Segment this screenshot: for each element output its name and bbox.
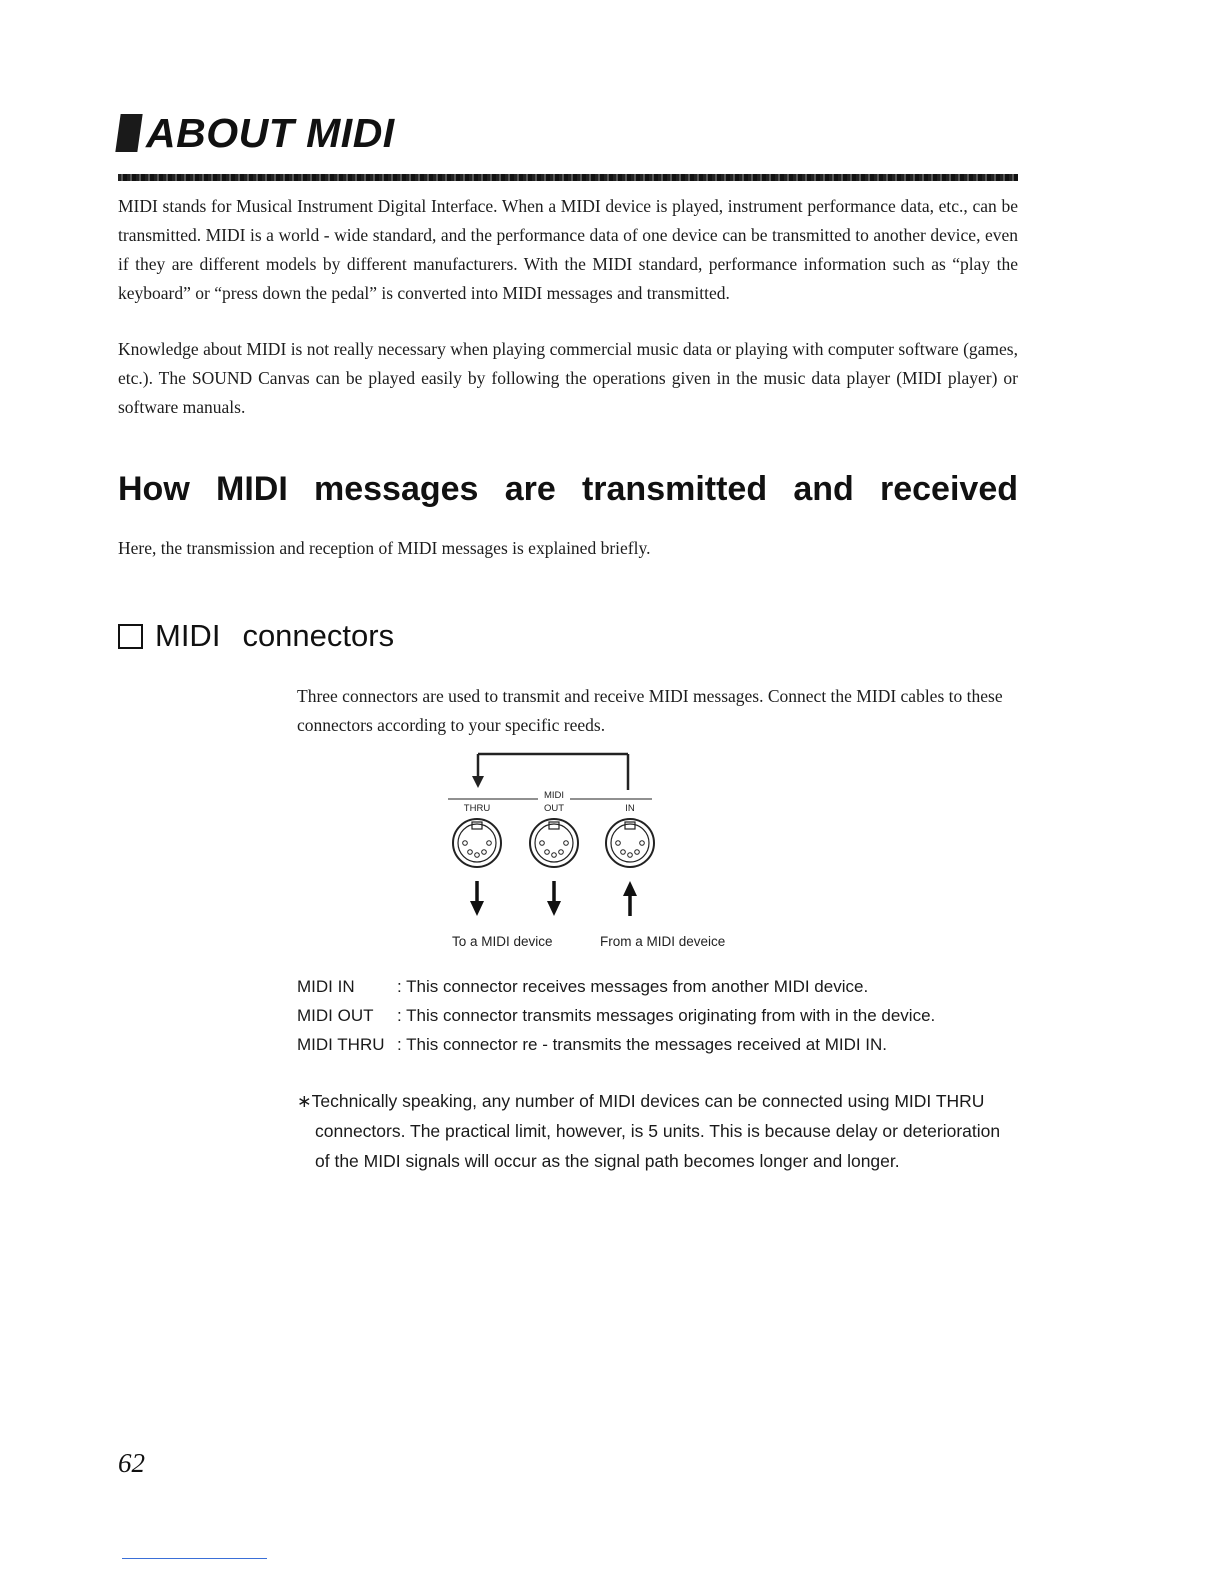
midi-connector-diagram: [440, 748, 670, 963]
midi-out-connector-icon: [530, 819, 578, 867]
definition-desc: : This connector receives messages from another MIDI device.: [397, 976, 869, 996]
heading-word: are: [504, 470, 556, 508]
midi-thru-connector-icon: [453, 819, 501, 867]
in-up-arrow-icon: [623, 881, 637, 916]
heading-word: How: [118, 470, 190, 508]
title-text: ABOUT MIDI: [146, 109, 395, 156]
heading-word: messages: [314, 470, 479, 508]
section-intro: Here, the transmission and reception of MIDI messages is explained briefly.: [118, 538, 651, 558]
caption-from-device: From a MIDI deveice: [600, 934, 726, 949]
definition-row: [297, 1030, 935, 1059]
technical-note: ∗Technically speaking, any number of MIDI devices can be connected using MIDI THRU connectors. The practical limit, however, is 5 units. This is because delay or deterioration of the MIDI signals will occur as the signal path becomes longer and longer.: [297, 1091, 1001, 1171]
thru-loop-line: [472, 754, 628, 790]
thru-down-arrow-icon: [470, 881, 484, 916]
definition-row: [297, 972, 935, 1001]
definition-term: MIDI THRU: [297, 1034, 385, 1054]
in-label: IN: [625, 803, 635, 814]
heading-word: and: [793, 470, 854, 508]
out-label: OUT: [543, 803, 565, 814]
heading-word: received: [880, 470, 1018, 508]
heading-word: transmitted: [581, 470, 768, 508]
page-number: 62: [118, 1448, 145, 1478]
midi-label: MIDI: [543, 790, 565, 801]
loop-arrow-icon: [472, 776, 484, 788]
scan-edge-line: [122, 1558, 267, 1559]
subsection-heading-word: connectors: [242, 618, 395, 653]
subsection-heading-word: MIDI: [155, 618, 221, 653]
connector-definitions: [297, 972, 935, 1059]
subsection-heading: [118, 618, 394, 654]
intro-paragraph-1: MIDI stands for Musical Instrument Digital Interface. When a MIDI device is played, instrument performance data, etc., can be transmitted. MIDI is a world - wide standard, and the performance data of one device can be transmitted to another device, even if they are different models by different manufacturers. With the MIDI standard, performance information such as “play the keyboard” or “press down the pedal” is converted into MIDI messages and transmitted.: [118, 196, 1018, 303]
intro-paragraph-2: Knowledge about MIDI is not really necessary when playing commercial music data or playing with computer software (games, etc.). The SOUND Canvas can be played easily by following the operations given in the music data player (MIDI player) or software manuals.: [118, 339, 1018, 417]
caption-to-device: To a MIDI device: [452, 934, 553, 949]
page-title: [118, 108, 395, 158]
definition-term: MIDI IN: [297, 976, 355, 996]
section-heading: [118, 470, 1018, 509]
title-rule: [118, 174, 1018, 181]
definition-row: [297, 1001, 935, 1030]
out-down-arrow-icon: [547, 881, 561, 916]
definition-desc: : This connector transmits messages originating from with in the device.: [397, 1005, 936, 1025]
midi-in-connector-icon: [606, 819, 654, 867]
subsection-text: Three connectors are used to transmit and receive MIDI messages. Connect the MIDI cables to these connectors according to your specific reeds.: [297, 686, 1003, 735]
title-bullet-square: [115, 114, 142, 152]
definition-desc: : This connector re - transmits the messages received at MIDI IN.: [397, 1034, 888, 1054]
empty-square-icon: [118, 624, 143, 649]
heading-word: MIDI: [216, 470, 288, 508]
thru-label: THRU: [463, 803, 491, 814]
definition-term: MIDI OUT: [297, 1005, 374, 1025]
